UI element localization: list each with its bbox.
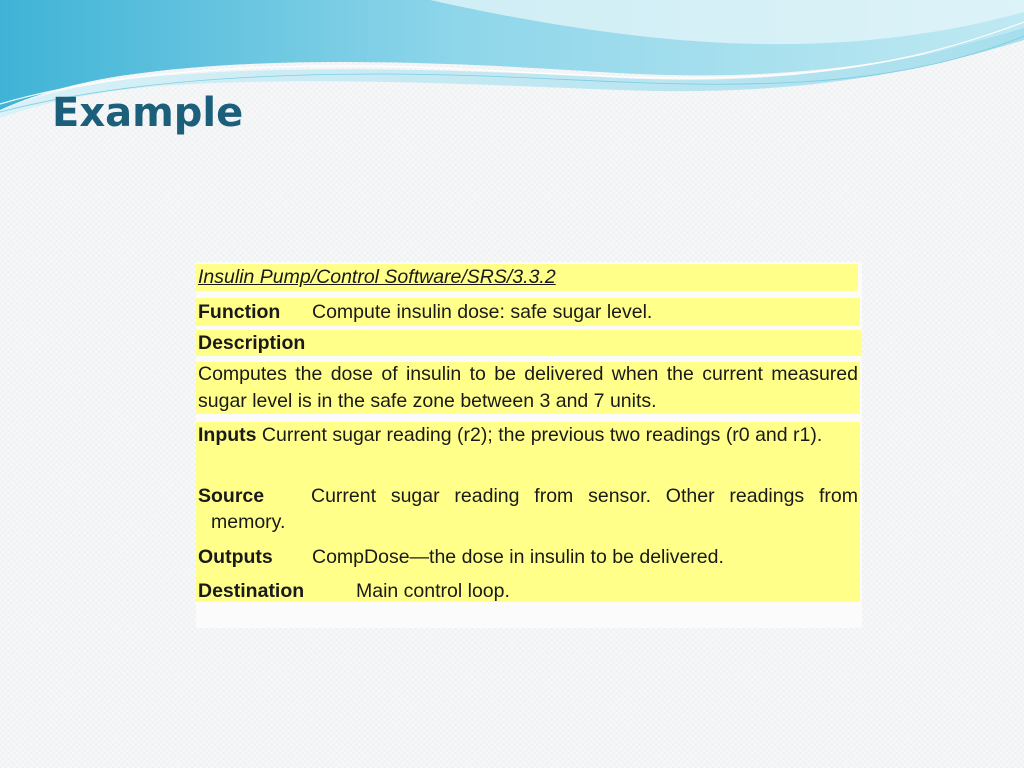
spec-reference: Insulin Pump/Control Software/SRS/3.3.2 (198, 266, 556, 288)
inputs-row (198, 422, 858, 448)
inputs-label: Inputs (198, 424, 257, 446)
outputs-label: Outputs (198, 546, 273, 568)
source-label: Source (198, 485, 265, 507)
source-row (198, 483, 858, 535)
description-text: Computes the dose of insulin to be delivered when the current measured sugar level is in the safe zone between 3 and 7 units. (198, 363, 858, 412)
source-text: Current sugar reading from sensor. Other readings from memory. (211, 485, 858, 533)
function-text: Compute insulin dose: safe sugar level. (312, 301, 653, 323)
outputs-text: CompDose—the dose in insulin to be delivered. (312, 546, 724, 568)
inputs-text: Current sugar reading (r2); the previous two readings (r0 and r1). (261, 424, 823, 446)
specification-card (196, 262, 862, 628)
description-label: Description (198, 332, 306, 354)
destination-label: Destination (198, 580, 305, 602)
function-label: Function (198, 301, 281, 323)
slide-title: Example (52, 90, 244, 136)
destination-text: Main control loop. (356, 580, 510, 602)
